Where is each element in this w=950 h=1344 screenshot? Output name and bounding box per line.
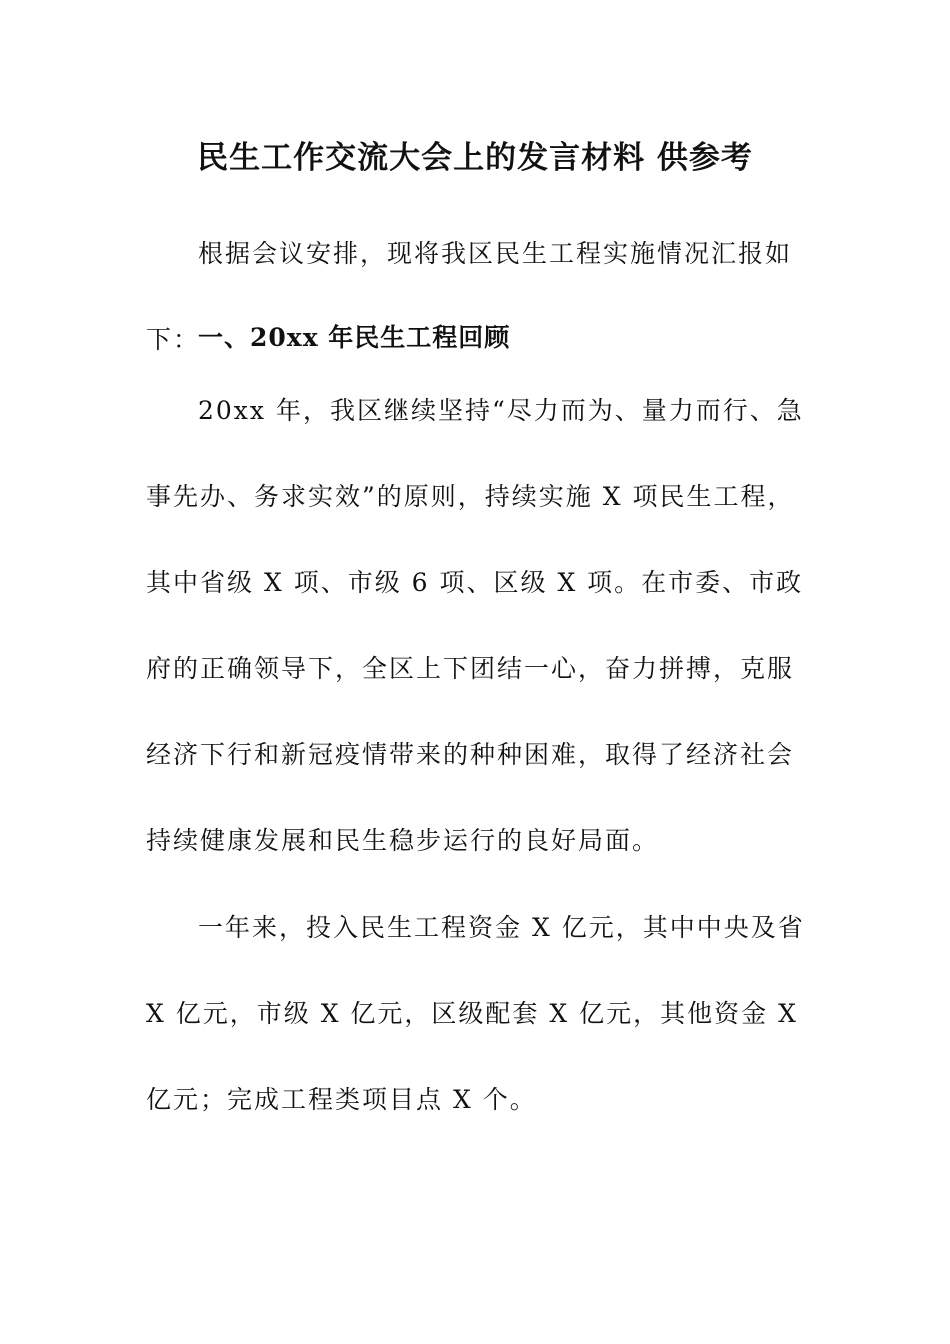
body-paragraph-1: 20xx 年，我区继续坚持“尽力而为、量力而行、急事先办、务求实效”的原则，持续实施 X 项民生工程，其中省级 X 项、市级 6 项、区级 X 项。在市委、市政府的正确领导下，全区上下团结一心，奋力拼搏，克服经济下行和新冠疫情带来的种种困难，取得了经济社会持续健康发展和民生稳步运行的良好局面。: [146, 396, 804, 855]
body-paragraph-2: 一年来，投入民生工程资金 X 亿元，其中中央及省 X 亿元，市级 X 亿元，区级配套 X 亿元，其他资金 X 亿元；完成工程类项目点 X 个。: [146, 913, 805, 1114]
document-title: 民生工作交流大会上的发言材料 供参考: [197, 140, 753, 176]
intro-paragraph: 根据会议安排，现将我区民生工程实施情况汇报如下：: [146, 239, 793, 354]
section-heading: 一、20xx 年民生工程回顾: [198, 323, 511, 352]
